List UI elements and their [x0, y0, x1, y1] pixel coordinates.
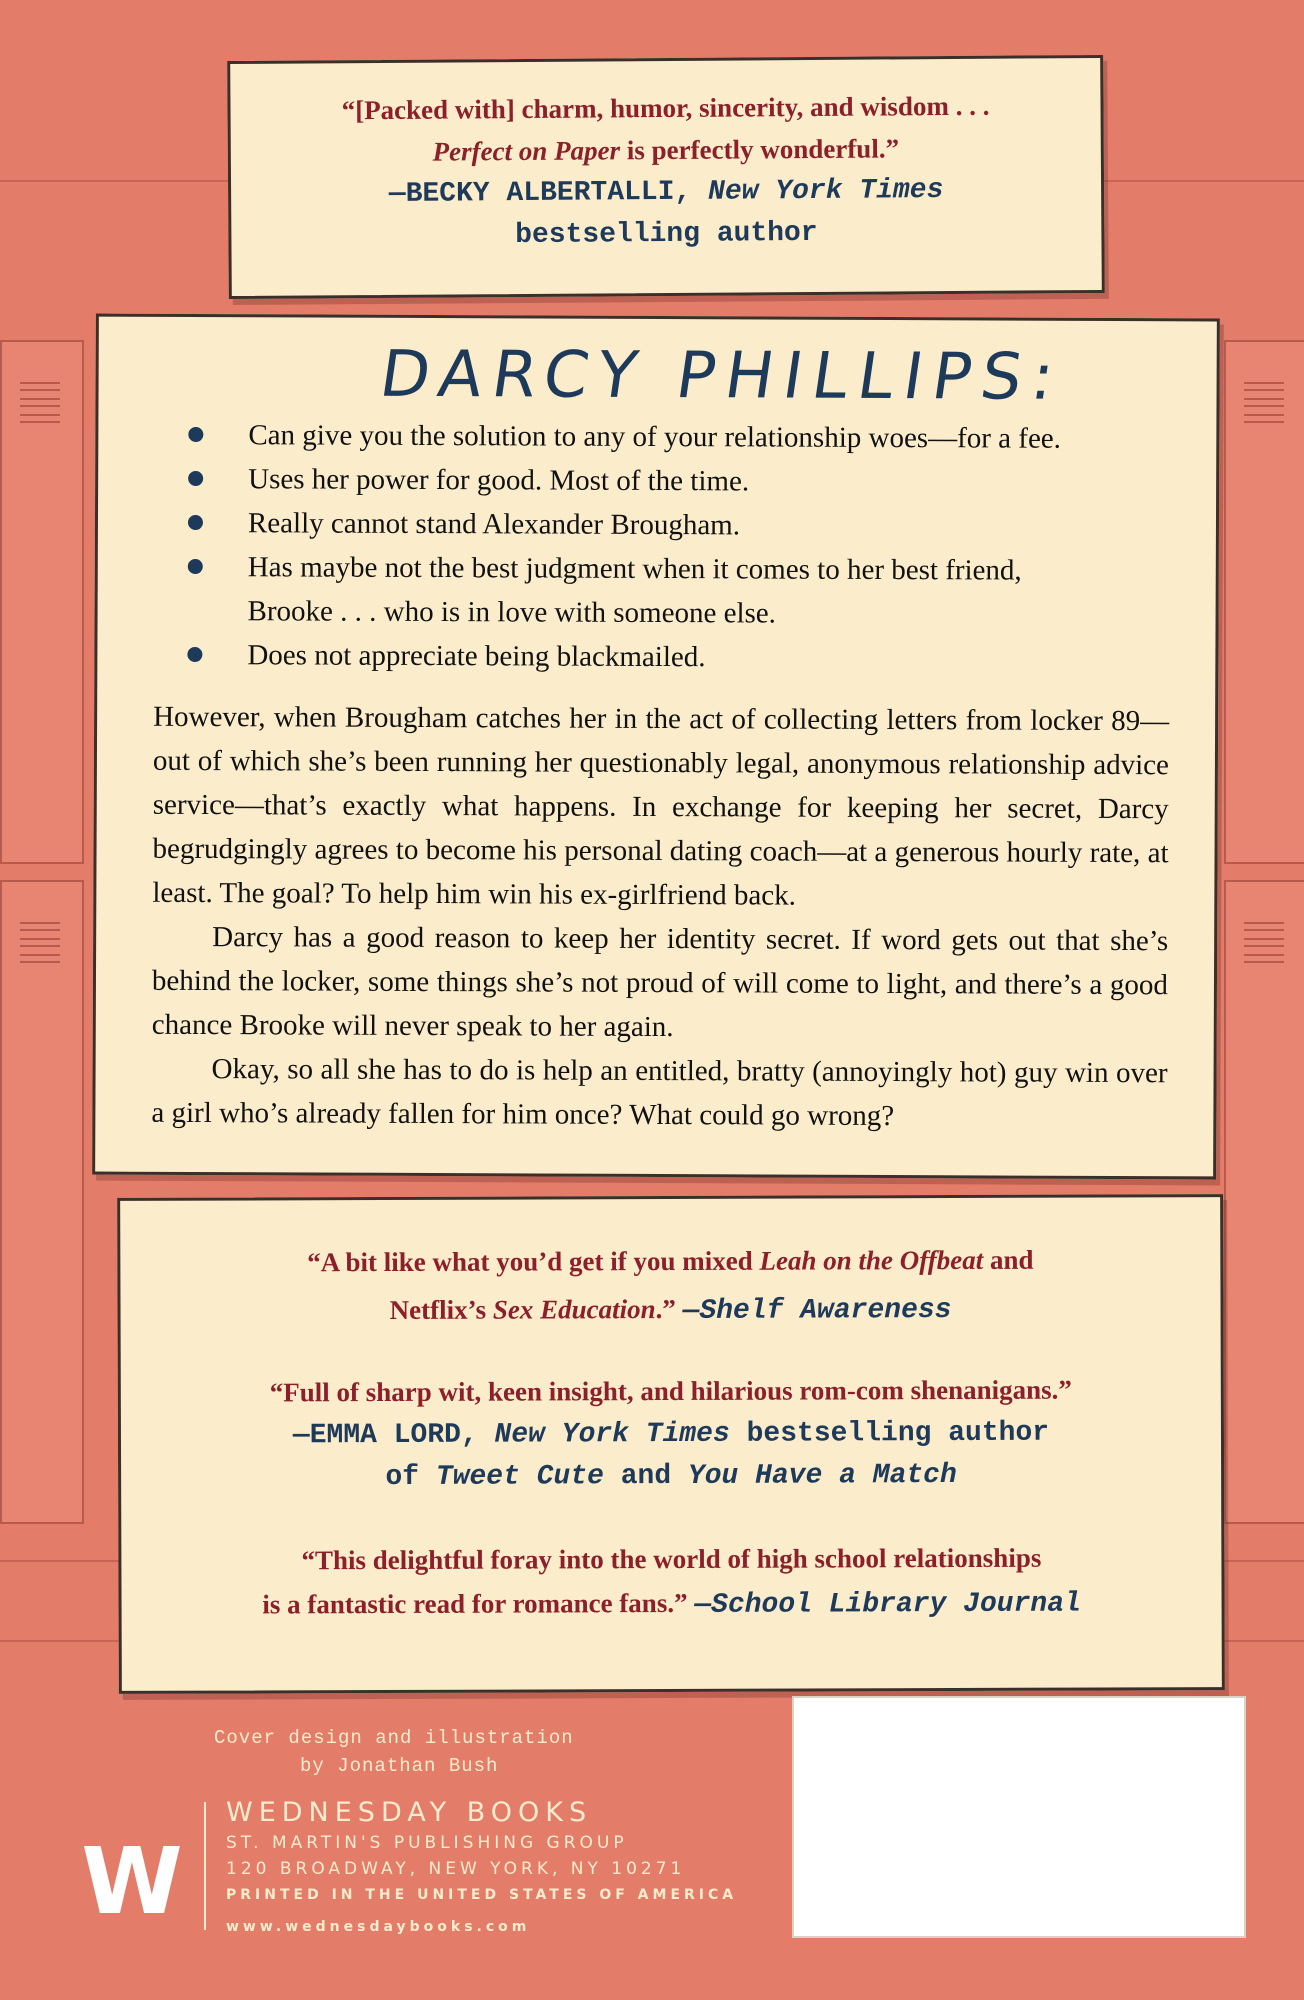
locker-right — [1224, 880, 1304, 1524]
bullet-text: Can give you the solution to any of your relationship woes—for a fee. — [248, 419, 1062, 455]
quote-title: Sex Education — [492, 1294, 656, 1325]
publisher-url: www.wednesdaybooks.com — [226, 1919, 531, 1935]
bullet-dot-icon — [188, 427, 203, 442]
attribution-publication: New York Times — [707, 175, 944, 208]
top-quote-attribution — [231, 174, 1101, 211]
publisher-address: 120 BROADWAY, NEW YORK, NY 10271 — [226, 1859, 686, 1879]
top-quote-panel — [227, 55, 1105, 299]
attribution-publication: New York Times — [494, 1418, 730, 1451]
bullet-item — [188, 457, 1188, 505]
bullet-item — [188, 501, 1188, 549]
review-quote-2: “Full of sharp wit, keen insight, and hilarious rom-com shenanigans.” — [269, 1374, 1072, 1408]
bullet-dot-icon — [188, 559, 203, 574]
character-heading: DARCY PHILLIPS: — [375, 337, 1069, 415]
bullet-item — [188, 413, 1188, 461]
review-quote-2-attribution-line2 — [121, 1453, 1221, 1501]
cover-credits — [214, 1724, 574, 1780]
quote-title: Leah on the Offbeat — [759, 1244, 984, 1276]
quote-text: is a fantastic read for romance fans.” — [262, 1587, 695, 1620]
publisher-name: WEDNESDAY BOOKS — [226, 1797, 593, 1828]
bullet-dot-icon — [188, 515, 203, 530]
quote-text: “A bit like what you’d get if you mixed — [307, 1245, 760, 1278]
printed-in: PRINTED IN THE UNITED STATES OF AMERICA — [226, 1887, 738, 1903]
credits-line: by Jonathan Bush — [300, 1755, 499, 1777]
attribution-name: —BECKY ALBERTALLI, — [388, 176, 709, 210]
bullet-item — [187, 545, 1187, 637]
review-quote-1-line1 — [120, 1237, 1220, 1285]
review-quotes-panel — [117, 1194, 1225, 1694]
bullet-dot-icon — [188, 471, 203, 486]
publisher-group: ST. MARTIN'S PUBLISHING GROUP — [226, 1833, 628, 1853]
quote-source: —Shelf Awareness — [682, 1295, 952, 1327]
review-quote-3-line2 — [121, 1579, 1221, 1632]
quote-text: Netflix’s — [389, 1294, 493, 1325]
locker-right — [1224, 340, 1304, 864]
locker-left — [0, 340, 84, 864]
wednesday-books-logo: W — [81, 1828, 183, 1935]
quote-text: and — [983, 1244, 1034, 1275]
synopsis-paragraph: However, when Brougham catches her in the act of collecting letters from locker 89—out of which she’s been running her questionably legal, anonymous relationship advice service—that’s exactly what happens. In exchange for keeping her secret, Darcy begrudgingly agrees to become his personal dating coach—at a generous hourly rate, at least. The goal? To help him win his ex-girlfriend back. — [152, 700, 1170, 912]
divider — [204, 1802, 206, 1930]
bullet-text: Uses her power for good. Most of the time. — [248, 463, 750, 498]
bullet-item — [187, 633, 1187, 681]
attribution-name: —EMMA LORD, — [292, 1419, 495, 1452]
attribution-text: and — [603, 1460, 688, 1493]
barcode-area — [792, 1696, 1246, 1938]
bullet-text: Has maybe not the best judgment when it comes to her best friend, Brooke . . . who is in love with someone else. — [247, 551, 1022, 630]
top-quote-attribution-line2: bestselling author — [515, 217, 818, 252]
synopsis — [151, 695, 1169, 1139]
credits-line: Cover design and illustration — [214, 1727, 574, 1749]
bullet-list — [187, 413, 1188, 681]
top-quote-line2 — [231, 132, 1101, 169]
description-panel — [92, 314, 1220, 1180]
quote-text: .” — [655, 1293, 683, 1325]
review-quote-2-attribution — [121, 1411, 1221, 1459]
publisher-info — [226, 1796, 737, 1940]
locker-left — [0, 880, 84, 1524]
synopsis-paragraph: Darcy has a good reason to keep her identity secret. If word gets out that she’s behind the locker, some things she’s not proud of will come to light, and there’s a good chance Brooke will never speak to her again. — [151, 921, 1169, 1044]
attribution-text: of — [385, 1461, 436, 1493]
attribution-text: bestselling author — [729, 1417, 1050, 1450]
top-quote-line1: “[Packed with] charm, humor, sincerity, and wisdom . . . — [341, 90, 990, 126]
attribution-title: You Have a Match — [687, 1460, 957, 1492]
quote-source: —School Library Journal — [694, 1588, 1081, 1621]
bullet-text: Does not appreciate being blackmailed. — [247, 639, 706, 674]
review-quote-1-line2 — [120, 1285, 1220, 1338]
attribution-title: Tweet Cute — [435, 1461, 604, 1493]
top-quote-line2-rest: is perfectly wonderful.” — [619, 133, 900, 166]
bullet-text: Really cannot stand Alexander Brougham. — [247, 507, 741, 542]
bullet-dot-icon — [187, 647, 202, 662]
review-quote-3-line1: “This delightful foray into the world of high school relationships — [301, 1542, 1042, 1576]
book-title: Perfect on Paper — [432, 135, 621, 167]
synopsis-paragraph: Okay, so all she has to do is help an entitled, bratty (annoyingly hot) guy win over a girl who’s already fallen for him once? What could go wrong? — [151, 1053, 1168, 1133]
